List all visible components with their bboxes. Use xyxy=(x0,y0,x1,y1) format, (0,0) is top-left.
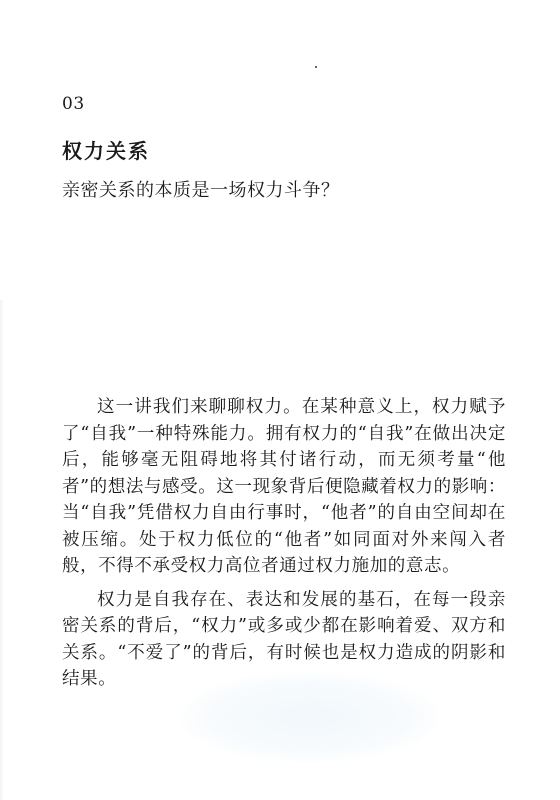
chapter-number: 03 xyxy=(62,94,85,114)
body-paragraph-2: 权力是自我存在、表达和发展的基石，在每一段亲密关系的背后，“权力”或多或少都在影响着爱、双方和关系。“不爱了”的背后，有时候也是权力造成的阴影和结果。 xyxy=(62,589,506,689)
body-paragraph-1: 这一讲我们来聊聊权力。在某种意义上，权力赋予了“自我”一种特殊能力。拥有权力的“自我”在做出决定后，能够毫无阻碍地将其付诸行动，而无须考量“他者”的想法与感受。这一现象背后便隐藏着权力的影响：当“自我”凭借权力自由行事时，“他者”的自由空间却在被压缩。处于权力低位的“他者”如同面对外来闯入者般，不得不承受权力高位者通过权力施加的意志。 xyxy=(62,397,506,576)
body-text xyxy=(62,394,506,700)
chapter-title: 权力关系 xyxy=(62,139,150,163)
page-edge-shadow xyxy=(0,300,4,800)
scan-speck xyxy=(315,66,317,68)
chapter-subtitle: 亲密关系的本质是一场权力斗争？ xyxy=(62,180,340,201)
